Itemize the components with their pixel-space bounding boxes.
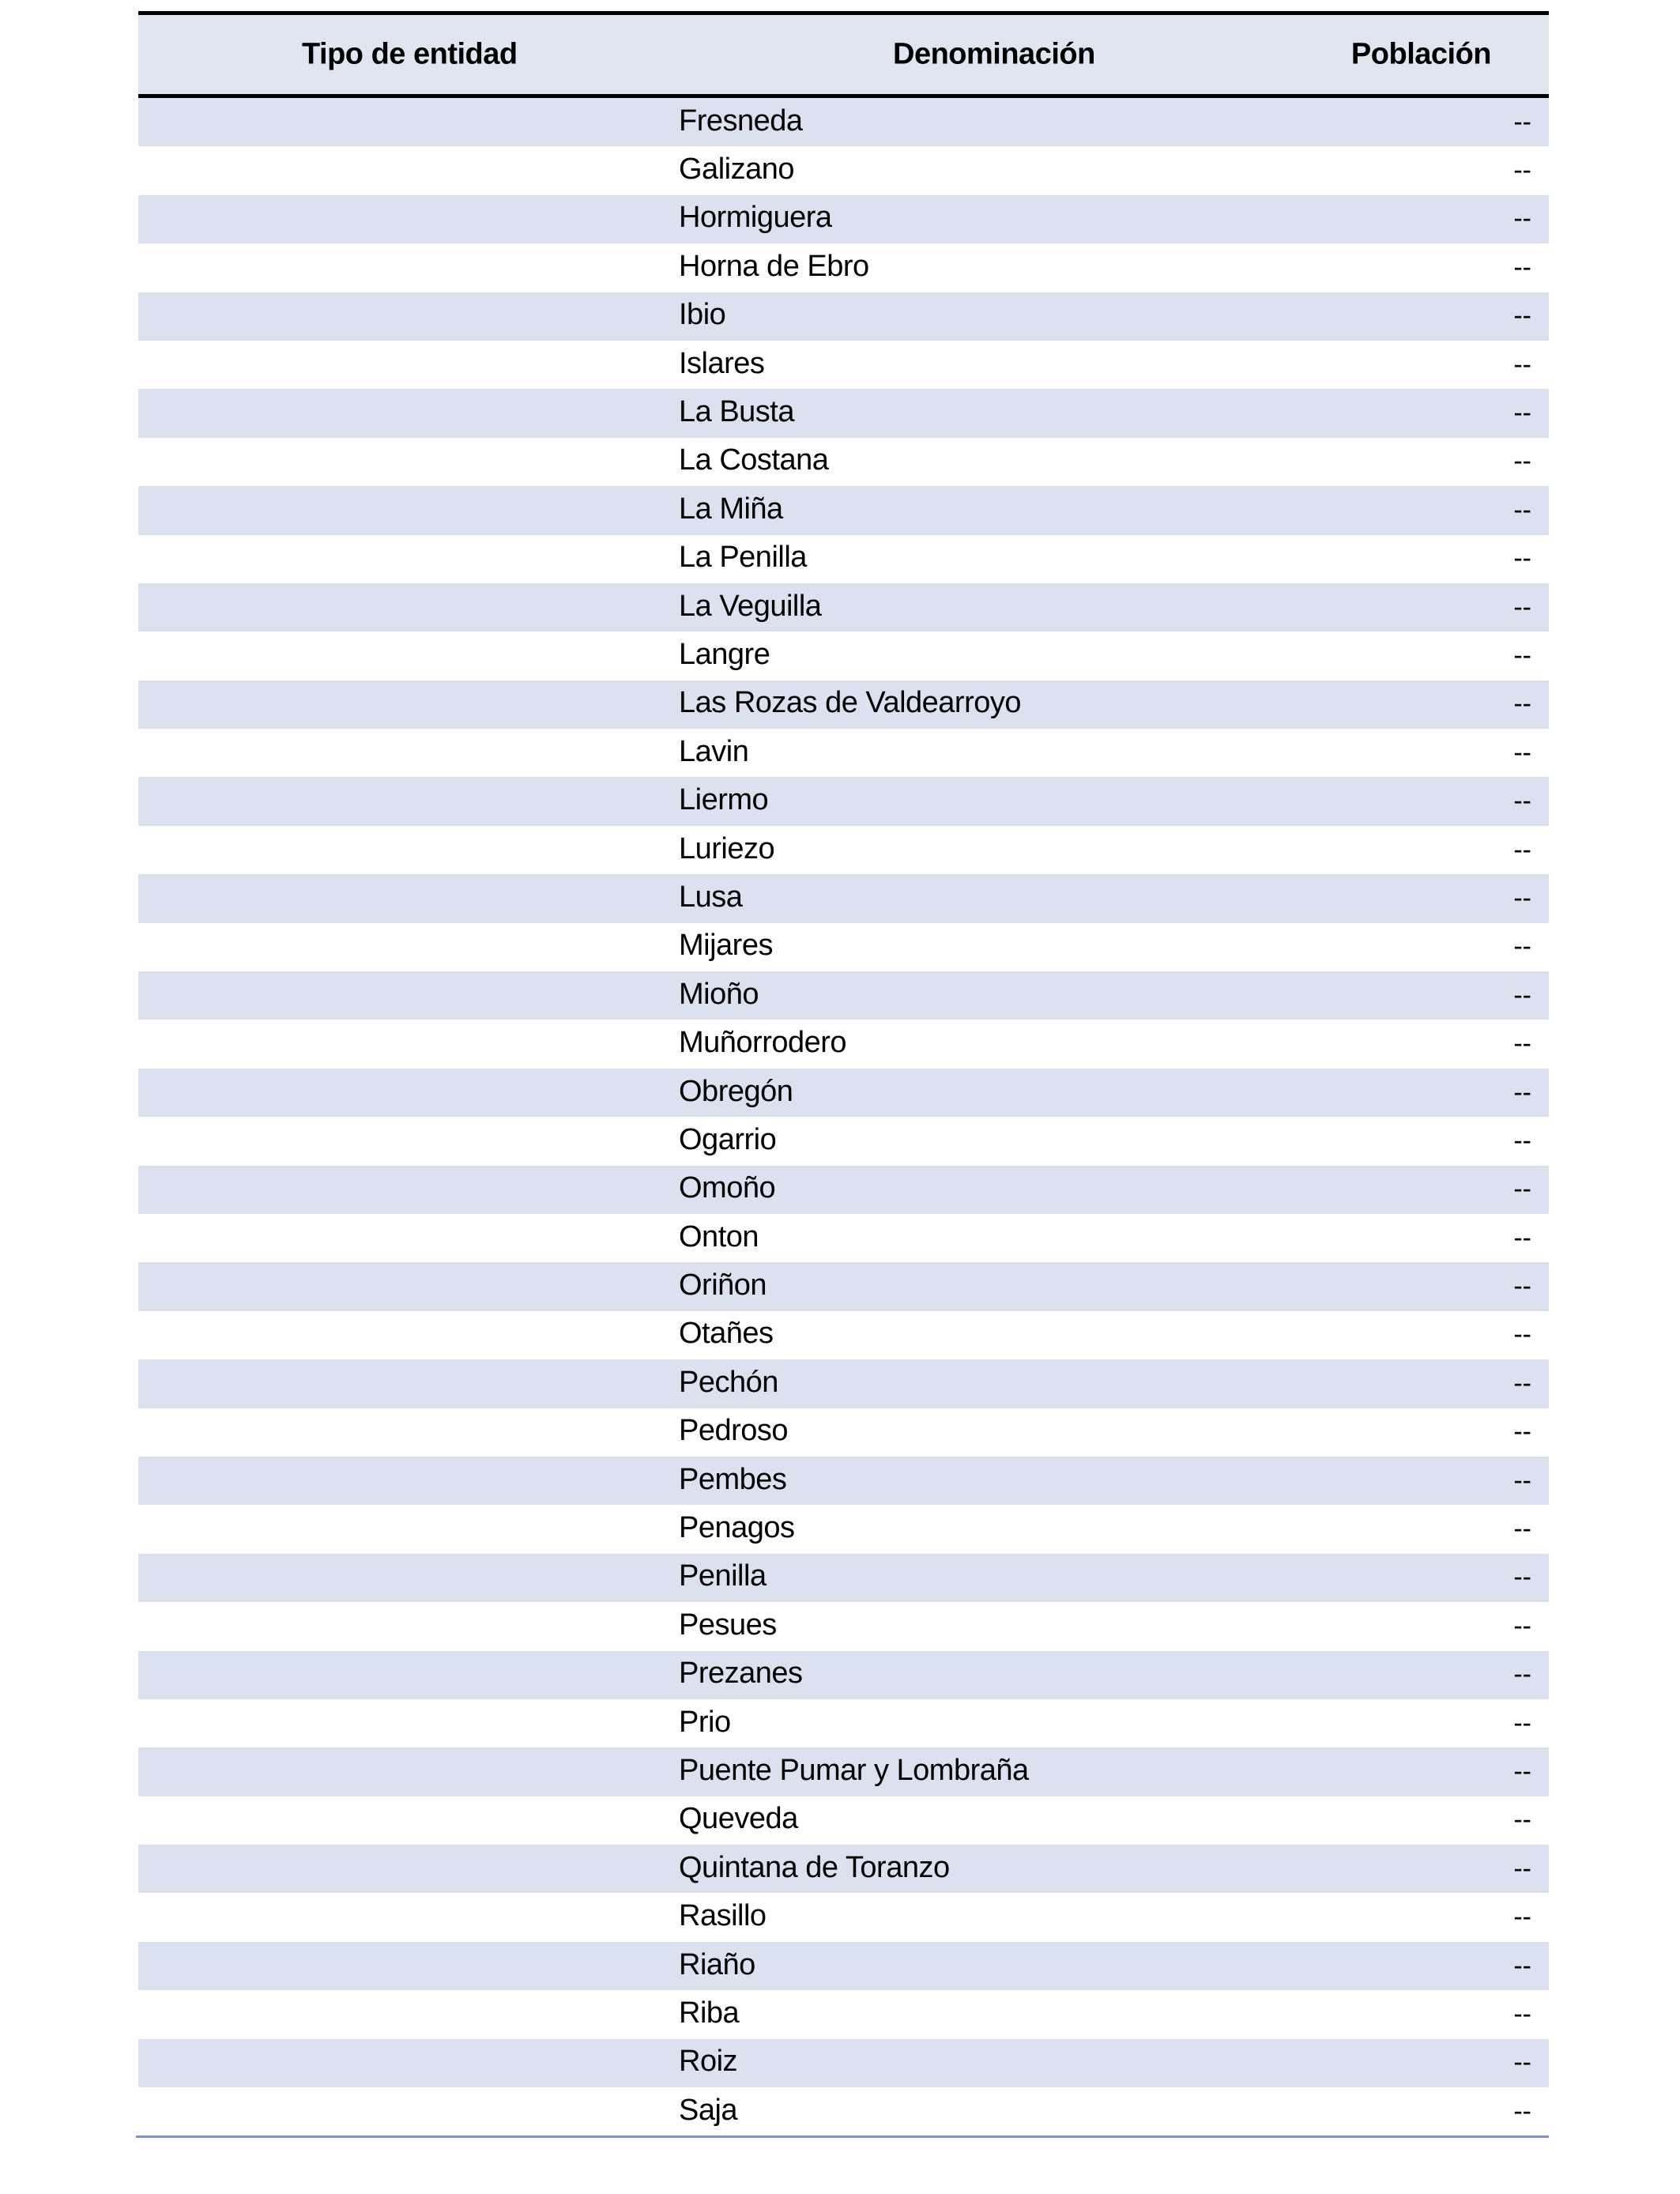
cell-poblacion: --: [1513, 737, 1531, 768]
cell-denominacion: Muñorrodero: [679, 1025, 847, 1059]
cell-denominacion: Liermo: [679, 782, 769, 816]
cell-poblacion: --: [1513, 398, 1531, 428]
table-row: [138, 486, 1549, 534]
cell-denominacion: Hormiguera: [679, 201, 832, 235]
table-row: [138, 1505, 1549, 1553]
cell-denominacion: Pechón: [679, 1365, 778, 1399]
cell-poblacion: --: [1513, 252, 1531, 283]
cell-denominacion: Islares: [679, 346, 765, 380]
cell-denominacion: La Penilla: [679, 540, 807, 574]
table-row: [138, 438, 1549, 486]
table-row: [138, 243, 1549, 292]
cell-denominacion: Quintana de Toranzo: [679, 1850, 950, 1884]
cell-denominacion: Fresneda: [679, 104, 803, 138]
cell-poblacion: --: [1513, 931, 1531, 962]
table-row: [138, 1408, 1549, 1457]
cell-poblacion: --: [1513, 1756, 1531, 1787]
cell-denominacion: Ibio: [679, 298, 726, 332]
table-row: [138, 1554, 1549, 1602]
cell-denominacion: Queveda: [679, 1802, 798, 1836]
cell-poblacion: --: [1513, 980, 1531, 1011]
table-row: [138, 1457, 1549, 1505]
cell-denominacion: Onton: [679, 1220, 759, 1253]
cell-poblacion: --: [1513, 835, 1531, 865]
table-bottom-rule: [136, 2136, 1549, 2138]
cell-poblacion: --: [1513, 1271, 1531, 1302]
cell-poblacion: --: [1513, 1902, 1531, 1932]
table-row: [138, 1845, 1549, 1893]
entity-table: [138, 11, 1549, 2138]
cell-denominacion: Oriñon: [679, 1268, 767, 1302]
table-row: [138, 1796, 1549, 1845]
table-row: [138, 389, 1549, 437]
cell-poblacion: --: [1513, 883, 1531, 914]
cell-poblacion: --: [1513, 1077, 1531, 1107]
cell-denominacion: Horna de Ebro: [679, 249, 869, 283]
cell-poblacion: --: [1513, 1465, 1531, 1496]
cell-poblacion: --: [1513, 1804, 1531, 1835]
table-row: [138, 1311, 1549, 1359]
cell-denominacion: La Costana: [679, 443, 829, 477]
cell-denominacion: Prio: [679, 1705, 731, 1739]
cell-denominacion: Penilla: [679, 1559, 767, 1593]
table-row: [138, 680, 1549, 729]
header-tipo-de-entidad: Tipo de entidad: [302, 37, 518, 71]
table-row: [138, 1942, 1549, 1990]
cell-denominacion: Penagos: [679, 1510, 795, 1544]
header-denominacion: Denominación: [893, 37, 1095, 71]
cell-denominacion: La Busta: [679, 394, 794, 428]
cell-poblacion: --: [1513, 1611, 1531, 1642]
table-row: [138, 1262, 1549, 1310]
table-row: [138, 1214, 1549, 1262]
table-row: [138, 1990, 1549, 2038]
cell-poblacion: --: [1513, 446, 1531, 477]
cell-denominacion: Luriezo: [679, 831, 775, 865]
table-row: [138, 729, 1549, 777]
cell-poblacion: --: [1513, 495, 1531, 526]
cell-poblacion: --: [1513, 2096, 1531, 2127]
cell-denominacion: Rasillo: [679, 1898, 767, 1932]
table-row: [138, 1020, 1549, 1068]
cell-poblacion: --: [1513, 1416, 1531, 1447]
cell-poblacion: --: [1513, 349, 1531, 380]
cell-poblacion: --: [1513, 155, 1531, 186]
cell-poblacion: --: [1513, 1562, 1531, 1593]
cell-denominacion: Lusa: [679, 880, 743, 914]
cell-poblacion: --: [1513, 688, 1531, 719]
table-row: [138, 631, 1549, 680]
cell-denominacion: Langre: [679, 637, 770, 671]
cell-poblacion: --: [1513, 1514, 1531, 1544]
table-row: [138, 1069, 1549, 1117]
cell-poblacion: --: [1513, 203, 1531, 234]
table-row: [138, 1893, 1549, 1941]
cell-denominacion: Ogarrio: [679, 1122, 777, 1156]
cell-poblacion: --: [1513, 543, 1531, 574]
table-row: [138, 1747, 1549, 1796]
cell-denominacion: Saja: [679, 2093, 738, 2127]
cell-denominacion: Puente Pumar y Lombraña: [679, 1753, 1029, 1787]
cell-denominacion: Riba: [679, 1996, 740, 2030]
table-row: [138, 826, 1549, 874]
table-row: [138, 2039, 1549, 2087]
cell-poblacion: --: [1513, 2047, 1531, 2078]
table-row: [138, 583, 1549, 631]
cell-poblacion: --: [1513, 1174, 1531, 1204]
cell-denominacion: Mioño: [679, 977, 759, 1011]
table-row: [138, 1166, 1549, 1214]
table-header: [138, 15, 1549, 98]
cell-poblacion: --: [1513, 786, 1531, 816]
cell-denominacion: La Miña: [679, 492, 783, 526]
table-row: [138, 292, 1549, 341]
cell-denominacion: Pembes: [679, 1462, 787, 1496]
cell-poblacion: --: [1513, 300, 1531, 331]
cell-denominacion: Pedroso: [679, 1414, 789, 1448]
table-row: [138, 923, 1549, 971]
cell-poblacion: --: [1513, 1368, 1531, 1399]
table-row: [138, 195, 1549, 243]
cell-denominacion: Obregón: [679, 1074, 793, 1108]
cell-denominacion: Roiz: [679, 2045, 738, 2079]
table-row: [138, 98, 1549, 146]
table-row: [138, 777, 1549, 825]
cell-poblacion: --: [1513, 1853, 1531, 1884]
cell-poblacion: --: [1513, 1708, 1531, 1739]
cell-poblacion: --: [1513, 1951, 1531, 1981]
header-poblacion: Población: [1350, 37, 1491, 71]
cell-denominacion: Galizano: [679, 152, 794, 186]
cell-poblacion: --: [1513, 1223, 1531, 1253]
cell-poblacion: --: [1513, 1659, 1531, 1690]
cell-denominacion: Pesues: [679, 1608, 777, 1642]
table-row: [138, 874, 1549, 922]
cell-denominacion: Otañes: [679, 1317, 774, 1351]
table-row: [138, 971, 1549, 1020]
cell-denominacion: Las Rozas de Valdearroyo: [679, 686, 1021, 720]
table-row: [138, 1117, 1549, 1165]
cell-denominacion: La Veguilla: [679, 589, 822, 623]
cell-poblacion: --: [1513, 1125, 1531, 1156]
cell-poblacion: --: [1513, 1028, 1531, 1059]
cell-denominacion: Riaño: [679, 1947, 755, 1981]
cell-denominacion: Mijares: [679, 929, 773, 963]
cell-poblacion: --: [1513, 1999, 1531, 2030]
table-row: [138, 535, 1549, 583]
table-row: [138, 1359, 1549, 1408]
table-body: [138, 98, 1549, 2136]
table-row: [138, 146, 1549, 194]
table-row: [138, 1602, 1549, 1650]
cell-poblacion: --: [1513, 592, 1531, 623]
cell-poblacion: --: [1513, 1319, 1531, 1350]
cell-denominacion: Omoño: [679, 1171, 776, 1205]
cell-poblacion: --: [1513, 107, 1531, 138]
table-row: [138, 2087, 1549, 2136]
table-row: [138, 341, 1549, 389]
table-row: [138, 1651, 1549, 1699]
cell-poblacion: --: [1513, 640, 1531, 671]
cell-denominacion: Lavin: [679, 734, 749, 768]
table-row: [138, 1699, 1549, 1747]
cell-denominacion: Prezanes: [679, 1656, 803, 1690]
